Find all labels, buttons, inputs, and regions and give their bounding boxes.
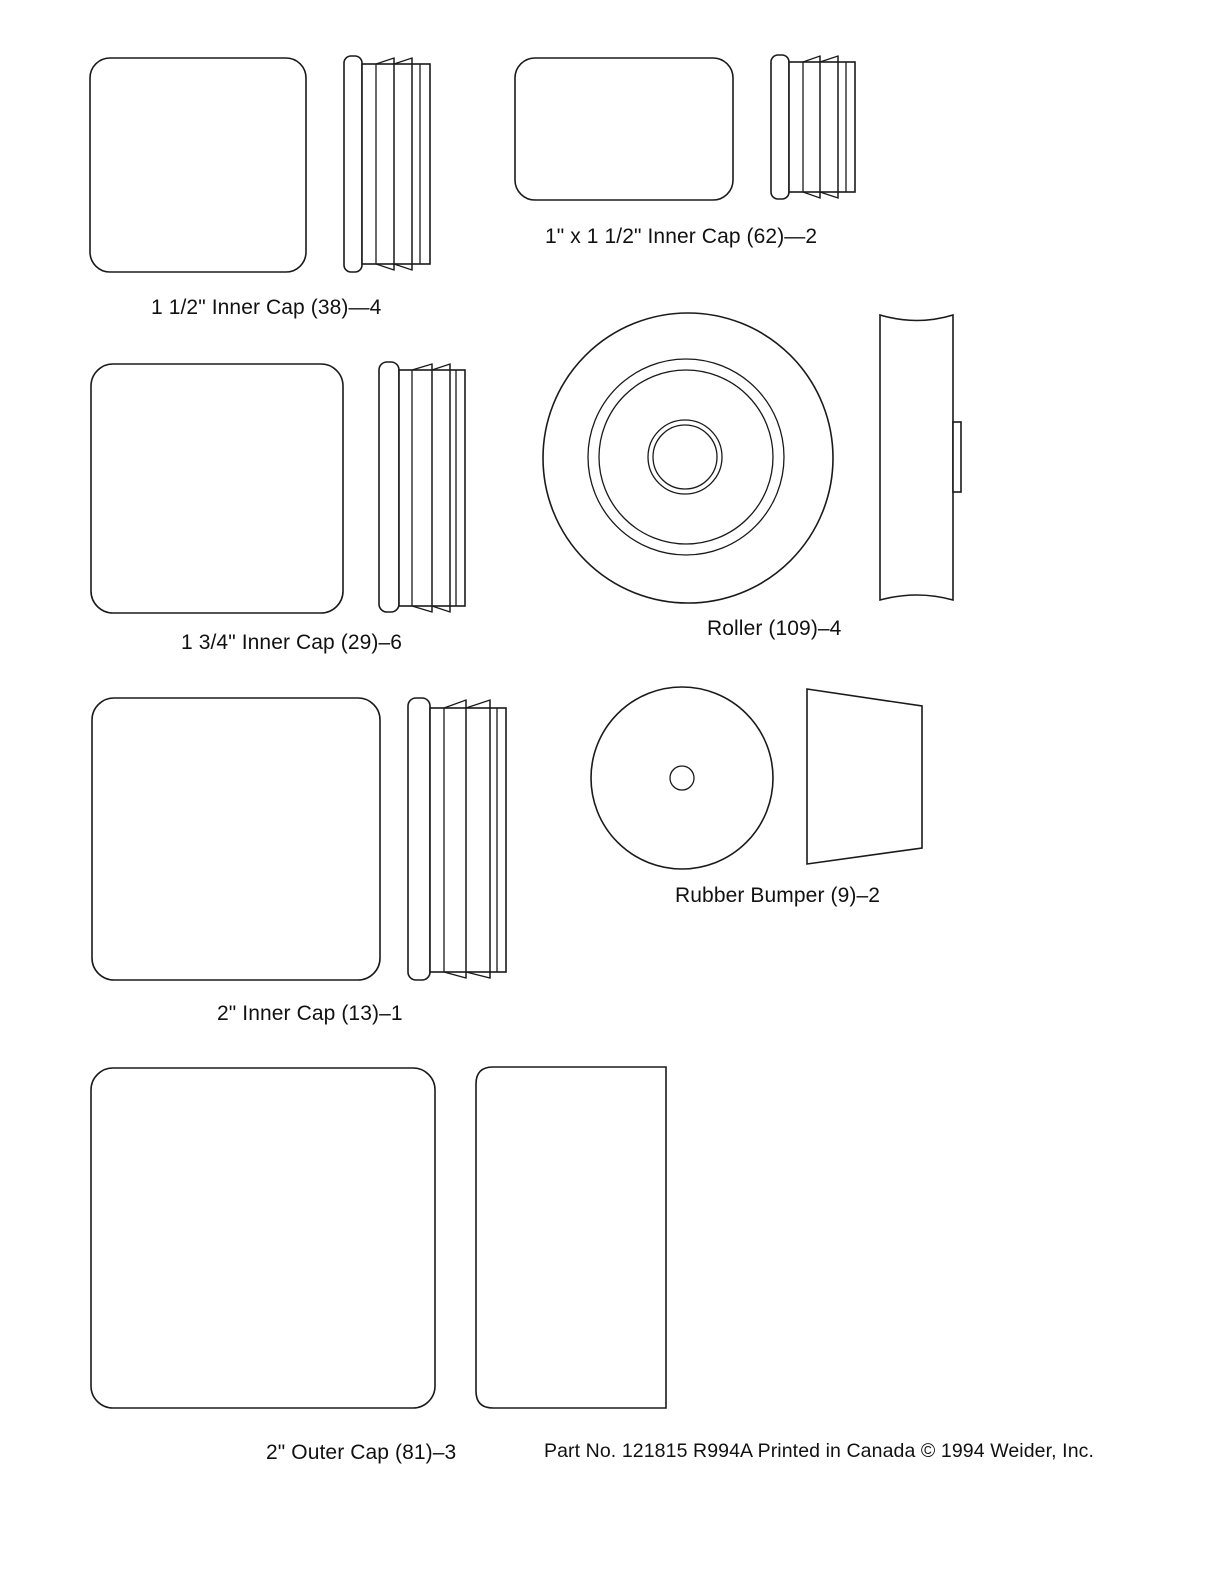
cap-2-outer-face bbox=[91, 1068, 435, 1408]
cap-1x1-5-side bbox=[771, 55, 855, 199]
cap-1-75-inch bbox=[91, 362, 465, 613]
cap-2-outer-label: 2" Outer Cap (81)–3 bbox=[266, 1441, 457, 1464]
cap-1x1-5-inch bbox=[515, 55, 855, 200]
cap-2-inch-outer bbox=[91, 1067, 666, 1408]
footer-part-number: Part No. 121815 R994A Printed in Canada © 1994 Weider, Inc. bbox=[544, 1440, 1095, 1462]
cap-1x1-5-face bbox=[515, 58, 733, 200]
rubber-bumper bbox=[591, 687, 922, 869]
cap-2-inner-label: 2" Inner Cap (13)–1 bbox=[217, 1002, 403, 1025]
cap-2-inch-inner bbox=[92, 698, 506, 980]
rubber-bumper-side bbox=[807, 689, 922, 864]
roller-face bbox=[543, 313, 833, 603]
cap-1-5-side bbox=[344, 56, 430, 272]
cap-2-inner-side bbox=[408, 698, 506, 980]
cap-1-75-face bbox=[91, 364, 343, 613]
cap-1-5-label: 1 1/2" Inner Cap (38)—4 bbox=[151, 296, 382, 319]
cap-2-outer-side bbox=[476, 1067, 666, 1408]
cap-1-75-label: 1 3/4" Inner Cap (29)–6 bbox=[181, 631, 403, 654]
roller bbox=[543, 313, 961, 603]
roller-label: Roller (109)–4 bbox=[707, 617, 842, 640]
cap-1x1-5-label: 1" x 1 1/2" Inner Cap (62)—2 bbox=[545, 225, 818, 248]
cap-2-inner-face bbox=[92, 698, 380, 980]
cap-1-75-side bbox=[379, 362, 465, 612]
rubber-bumper-face bbox=[591, 687, 773, 869]
roller-side bbox=[880, 315, 961, 600]
rubber-bumper-label: Rubber Bumper (9)–2 bbox=[675, 884, 880, 907]
cap-1-5-face bbox=[90, 58, 306, 272]
cap-1-5-inch bbox=[90, 56, 430, 272]
